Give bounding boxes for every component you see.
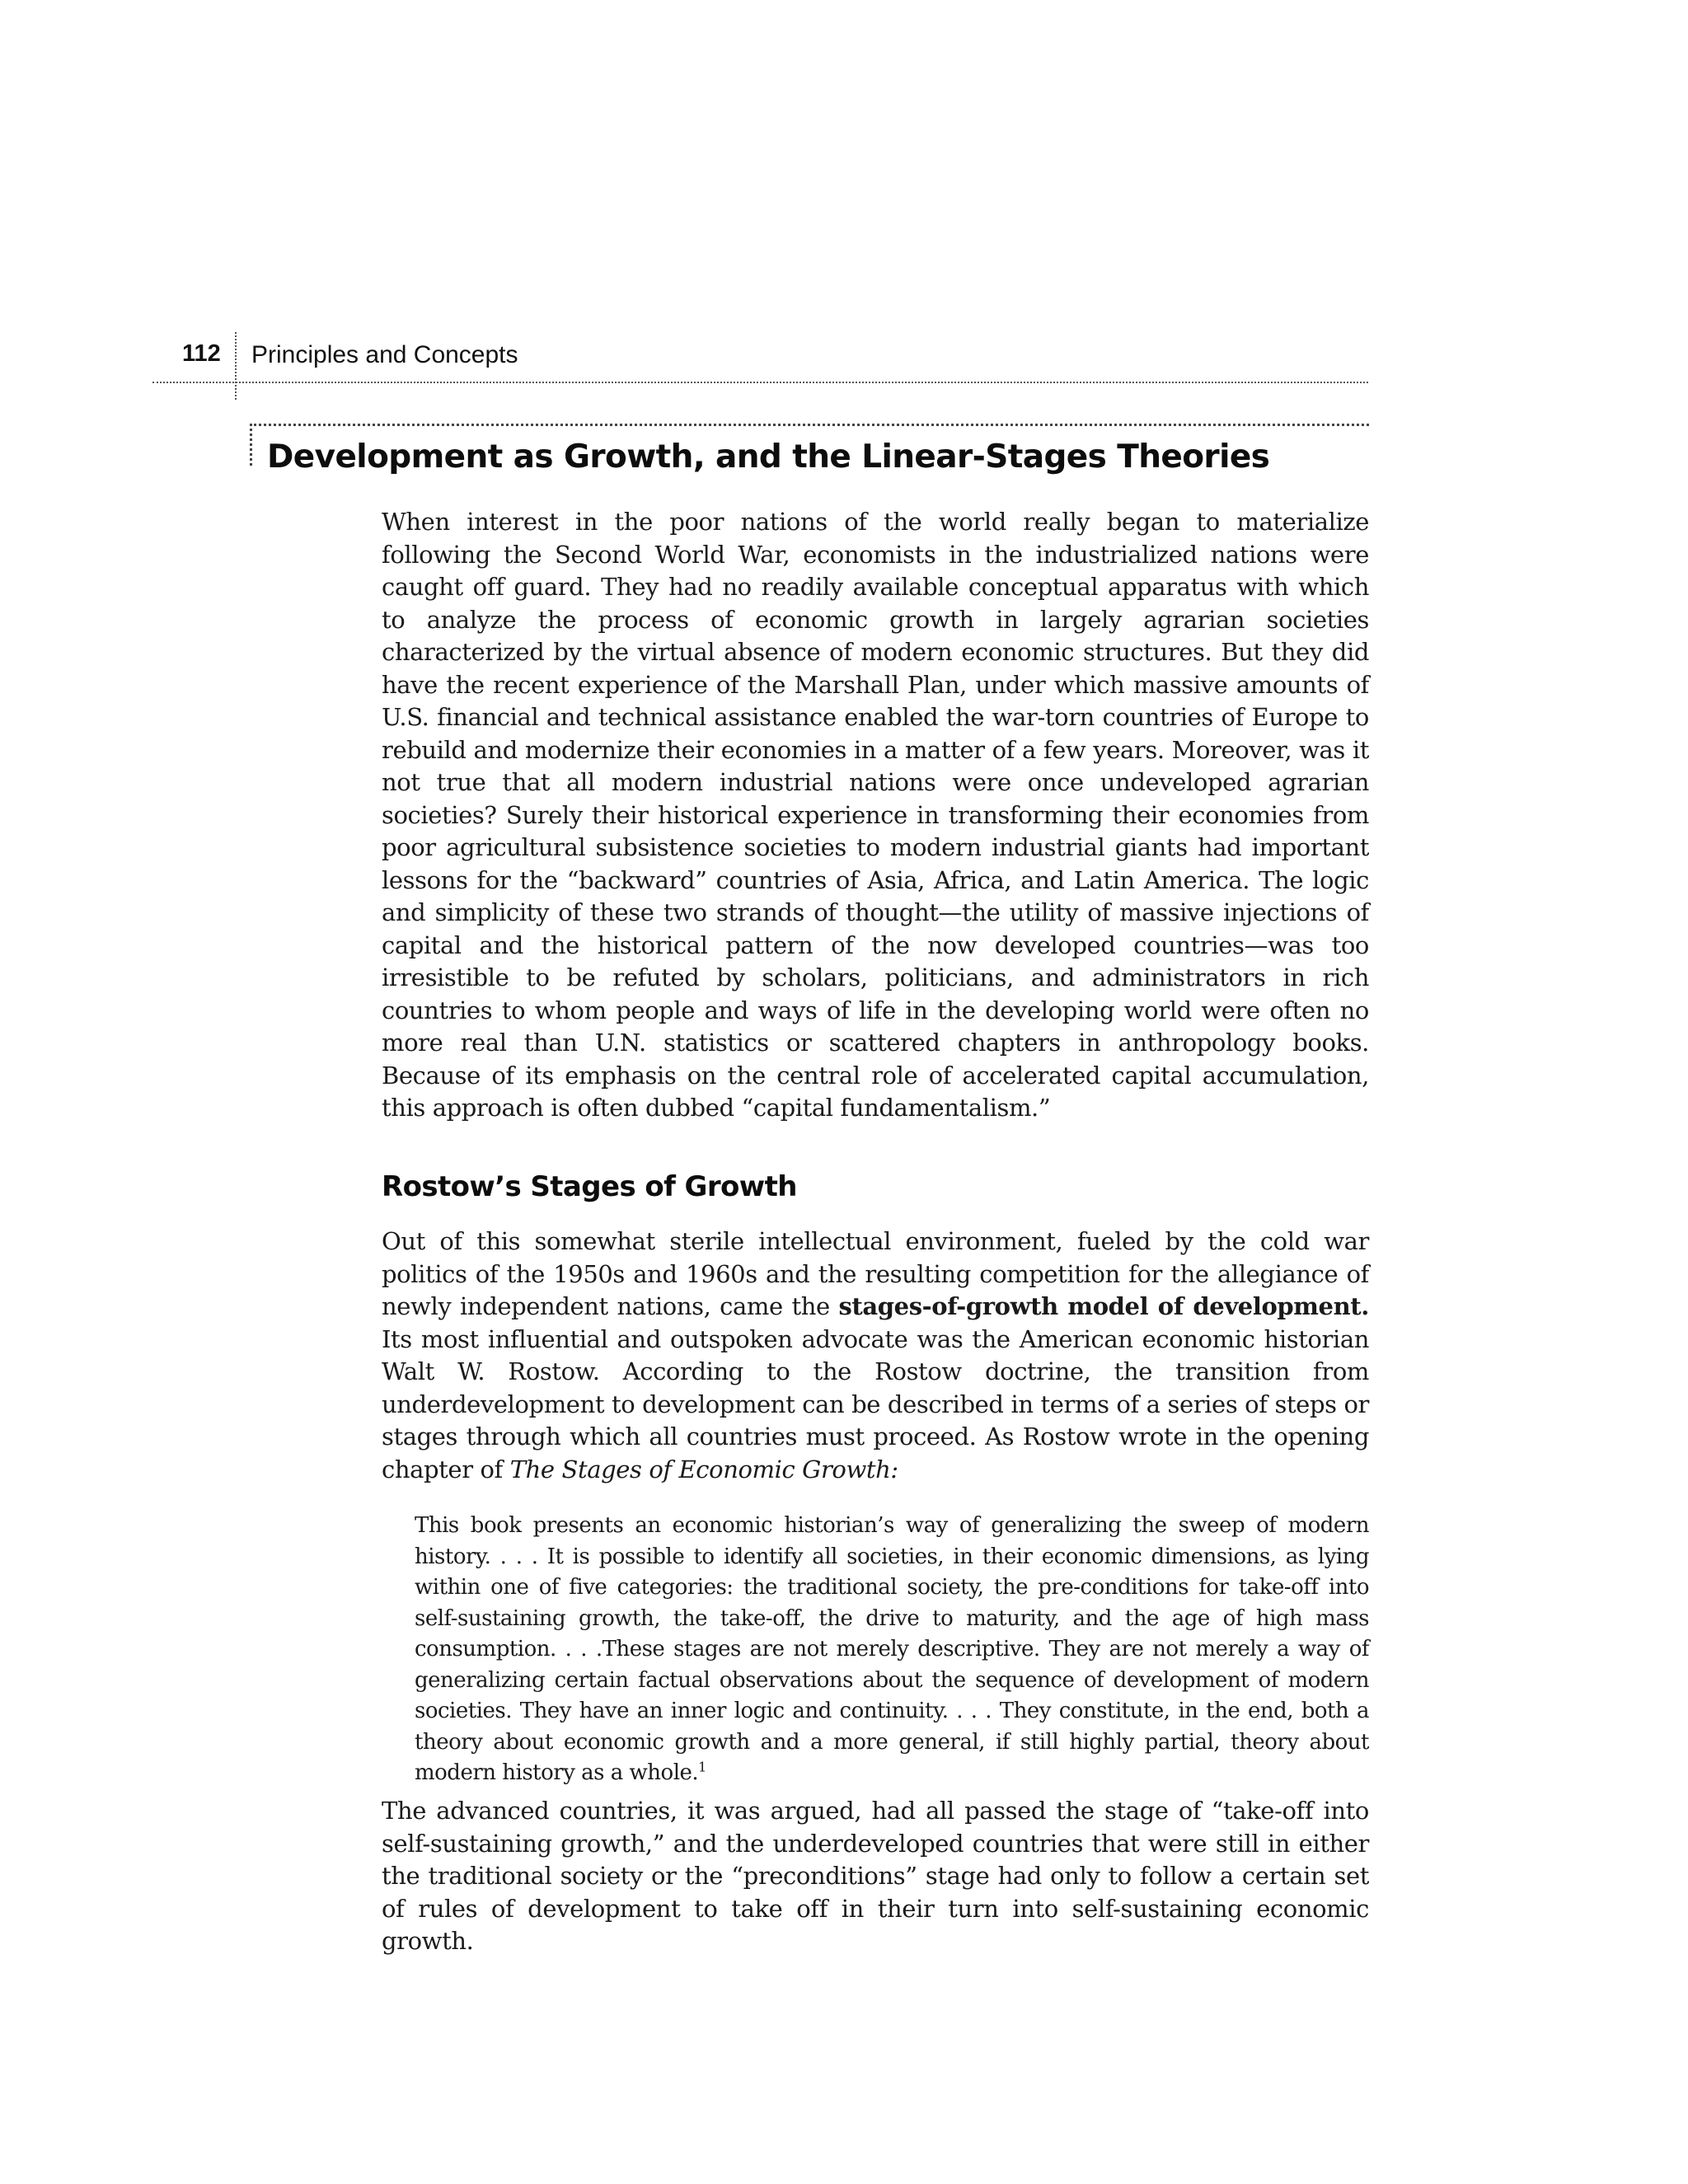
key-term: stages-of-growth model of development. bbox=[838, 1292, 1369, 1320]
footnote-reference: 1 bbox=[698, 1759, 706, 1775]
section-heading-box bbox=[250, 424, 1369, 476]
body-paragraph-intro: When interest in the poor nations of the world really began to materialize following the Second World War, economists in the industrialized nations were caught off guard. They had no readily available conceptual apparatus with which to analyze the process of economic growth in largely agrarian societies characterized by the virtual absence of modern economic structures. But they did have the recent experience of the Marshall Plan, under which massive amounts of U.S. financial and technical assistance enabled the war-torn countries of Europe to rebuild and modernize their economies in a matter of a few years. Moreover, was it not true that all modern industrial nations were once undeveloped agrarian societies? Surely their historical experience in transforming their economies from poor agricultural subsistence societies to modern industrial giants had important lessons for the “backward” countries of Asia, Africa, and Latin America. The logic and simplicity of these two strands of thought—the utility of massive injections of capital and the historical pattern of the now developed countries—was too irresistible to be refuted by scholars, politicians, and administrators in rich countries to whom people and ways of life in the developing world were often no more real than U.N. statistics or scattered chapters in anthropology books. Because of its emphasis on the central role of accelerated capital accumulation, this approach is often dubbed “capital fundamentalism.” bbox=[382, 508, 1369, 1122]
book-title: The Stages of Economic Growth: bbox=[509, 1455, 898, 1483]
paragraph-text: Its most influential and outspoken advocate was the American economic historian Walt W. Rostow. According to the Rostow doctrine, the transition from underdevelopment to development can be described in terms of a series of steps or stages through which all countries must proceed. As Rostow wrote in the opening chapter of bbox=[382, 1324, 1369, 1483]
block-quotation bbox=[415, 1511, 1369, 1789]
subsection-title: Rostow’s Stages of Growth bbox=[382, 1170, 797, 1203]
section-title: Development as Growth, and the Linear-Stages Theories bbox=[267, 438, 1270, 476]
body-paragraph-conclusion: The advanced countries, it was argued, had all passed the stage of “take-off into self-sustaining growth,” and the underdeveloped countries that were still in either the traditional society or the “preconditions” stage had only to follow a certain set of rules of development to take off in their turn into self-sustaining economic growth. bbox=[382, 1797, 1369, 1955]
running-header bbox=[152, 332, 1368, 383]
running-title: Principles and Concepts bbox=[251, 341, 518, 368]
page-number: 112 bbox=[182, 340, 221, 367]
quotation-text: This book presents an economic historian’s way of generalizing the sweep of modern history. . . . It is possible to identify all societies, in their economic dimensions, as lying within one of five categories: the traditional society, the pre-conditions for take-off into self-sustaining growth, the take-off, the drive to maturity, and the age of high mass consumption. . . .These stages are not merely descriptive. They are not merely a way of generalizing certain factual observations about the sequence of development of modern societies. They have an inner logic and continuity. . . . They constitute, in the end, both a theory about economic growth and a more general, if still highly partial, theory about modern history as a whole. bbox=[415, 1513, 1369, 1785]
header-divider bbox=[235, 332, 237, 400]
body-paragraph-rostow bbox=[382, 1226, 1369, 1486]
paragraph-text: Out of this somewhat sterile intellectual environment, fueled by the cold war politics of the 1950s and 1960s and the resulting competition for the allegiance of newly independent nations, came the bbox=[382, 1227, 1369, 1320]
